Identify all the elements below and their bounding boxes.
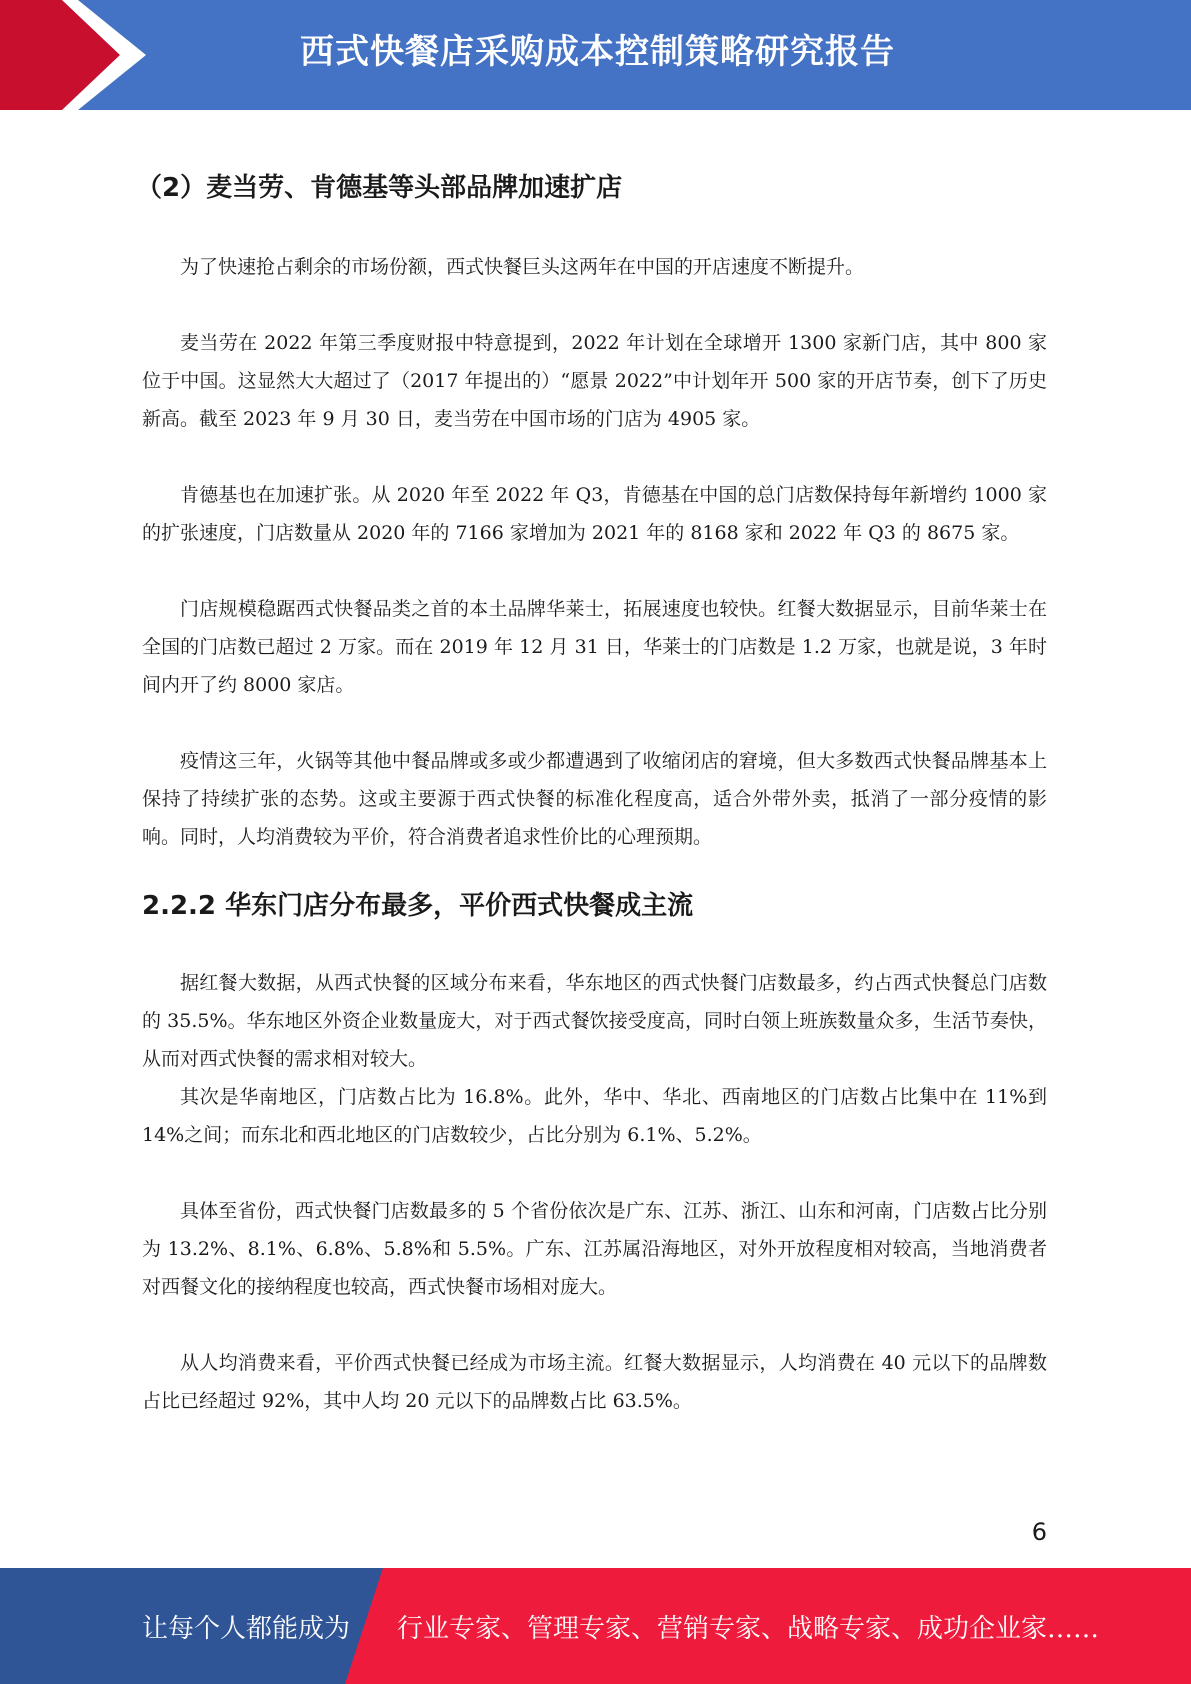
paragraph: 其次是华南地区，门店数占比为 16.8%。此外，华中、华北、西南地区的门店数占比集中在 11%到 14%之间；而东北和西北地区的门店数较少，占比分别为 6.1%、5.2%。 [142, 1086, 1047, 1146]
page-number: 6 [1031, 1518, 1047, 1546]
paragraph: 肯德基也在加速扩张。从 2020 年至 2022 年 Q3，肯德基在中国的总门店数保持每年新增约 1000 家的扩张速度，门店数量从 2020 年的 7166 家增加为 2021 年的 8168 家和 2022 年 Q3 的 8675 家。 [142, 484, 1047, 544]
paragraph: 从人均消费来看，平价西式快餐已经成为市场主流。红餐大数据显示，人均消费在 40 元以下的品牌数占比已经超过 92%，其中人均 20 元以下的品牌数占比 63.5%。 [142, 1352, 1047, 1412]
paragraph: 为了快速抢占剩余的市场份额，西式快餐巨头这两年在中国的开店速度不断提升。 [180, 256, 865, 278]
paragraph: 门店规模稳踞西式快餐品类之首的本土品牌华莱士，拓展速度也较快。红餐大数据显示，目前华莱士在全国的门店数已超过 2 万家。而在 2019 年 12 月 31 日，华莱士的门店数是 1.2 万家，也就是说，3 年时间内开了约 8000 家店。 [142, 598, 1047, 696]
paragraph: 据红餐大数据，从西式快餐的区域分布来看，华东地区的西式快餐门店数最多，约占西式快餐总门店数的 35.5%。华东地区外资企业数量庞大，对于西式餐饮接受度高，同时白领上班族数量众多，生活节奏快，从而对西式快餐的需求相对较大。 [142, 972, 1047, 1070]
page-content [136, 160, 1047, 1420]
section-heading-2-2-2: 2.2.2 华东门店分布最多，平价西式快餐成主流 [142, 891, 694, 921]
paragraph: 疫情这三年，火锅等其他中餐品牌或多或少都遭遇到了收缩闭店的窘境，但大多数西式快餐品牌基本上保持了持续扩张的态势。这或主要源于西式快餐的标准化程度高，适合外带外卖，抵消了一部分疫情的影响。同时，人均消费较为平价，符合消费者追求性价比的心理预期。 [142, 750, 1047, 848]
section-heading-brand-expansion: （2）麦当劳、肯德基等头部品牌加速扩店 [136, 173, 623, 203]
report-title: 西式快餐店采购成本控制策略研究报告 [300, 32, 895, 72]
page-header [0, 0, 1191, 110]
paragraph: 麦当劳在 2022 年第三季度财报中特意提到，2022 年计划在全球增开 1300 家新门店，其中 800 家位于中国。这显然大大超过了（2017 年提出的）“愿景 2022”中计划年开 500 家的开店节奏，创下了历史新高。截至 2023 年 9 月 30 日，麦当劳在中国市场的门店为 4905 家。 [142, 332, 1047, 430]
footer-slogan-left: 让每个人都能成为 [142, 1614, 351, 1644]
page-footer [0, 1568, 1191, 1684]
paragraph: 具体至省份，西式快餐门店数最多的 5 个省份依次是广东、江苏、浙江、山东和河南，门店数占比分别为 13.2%、8.1%、6.8%、5.8%和 5.5%。广东、江苏属沿海地区，对外开放程度相对较高，当地消费者对西餐文化的接纳程度也较高，西式快餐市场相对庞大。 [142, 1200, 1047, 1298]
footer-slogan-right: 行业专家、管理专家、营销专家、战略专家、成功企业家…… [397, 1614, 1100, 1644]
